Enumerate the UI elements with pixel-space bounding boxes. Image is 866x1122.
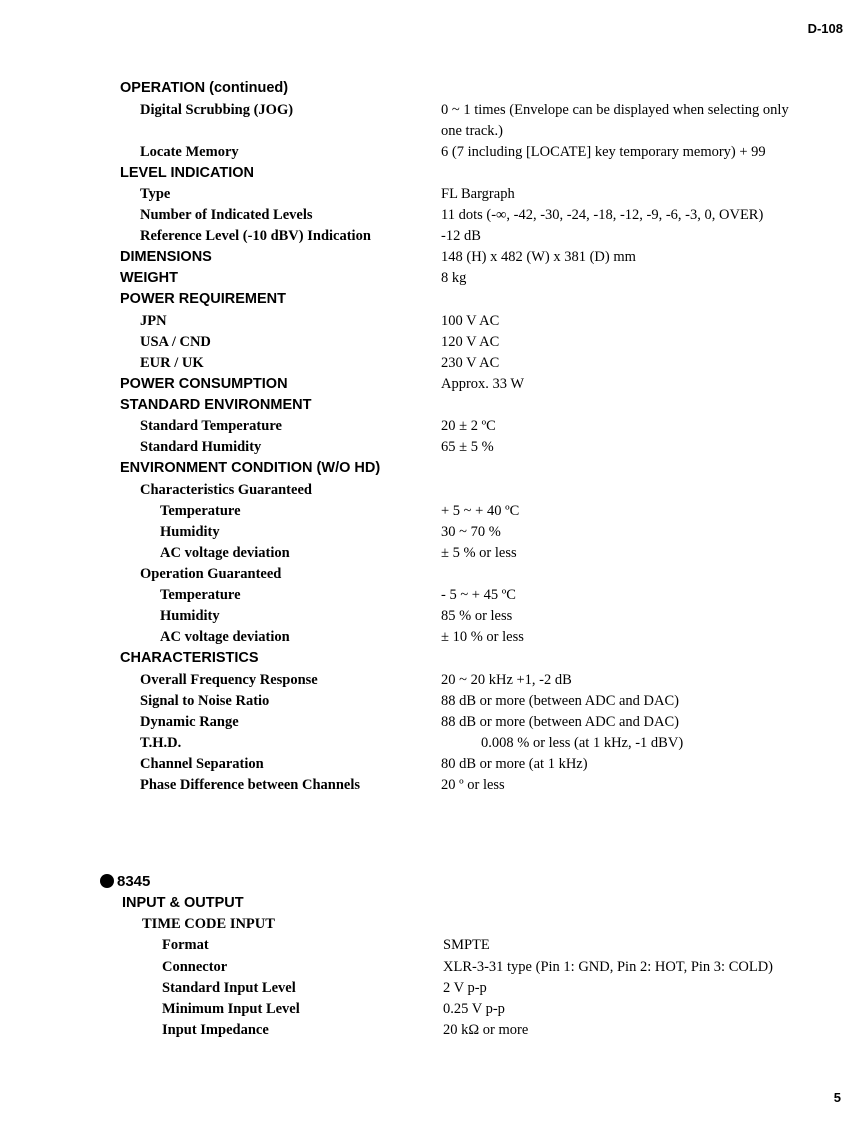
spec-row-usa-cnd xyxy=(0,332,866,353)
spec-row-og-humidity xyxy=(0,606,866,627)
spec-value: 88 dB or more (between ADC and DAC) xyxy=(441,693,679,709)
section-8345 xyxy=(0,871,866,892)
document-id: D-108 xyxy=(807,21,843,36)
spec-row-freq-response xyxy=(0,670,866,691)
spec-value: 230 V AC xyxy=(441,355,500,371)
spec-value: ± 10 % or less xyxy=(441,629,524,645)
spec-value: 65 ± 5 % xyxy=(441,439,494,455)
spec-value-continued: one track.) xyxy=(441,123,503,139)
spec-value: -12 dB xyxy=(441,228,481,244)
spec-label: Signal to Noise Ratio xyxy=(140,693,270,709)
spec-value: 100 V AC xyxy=(441,313,500,329)
spec-row-connector xyxy=(0,957,866,978)
spec-value: 8 kg xyxy=(441,270,467,286)
spec-value: ± 5 % or less xyxy=(441,545,517,561)
section-environment-condition xyxy=(0,458,866,479)
subsection-title: TIME CODE INPUT xyxy=(142,916,275,932)
subsection-operation-guaranteed xyxy=(0,564,866,585)
section-characteristics xyxy=(0,648,866,669)
spec-value: XLR-3-31 type (Pin 1: GND, Pin 2: HOT, Pin 3: COLD) xyxy=(443,959,774,975)
spec-value: 30 ~ 70 % xyxy=(441,524,501,540)
spec-label: Input Impedance xyxy=(162,1022,269,1038)
spec-row-power-consumption xyxy=(0,374,866,395)
spec-row-dynamic-range xyxy=(0,712,866,733)
spec-value: 20 ~ 20 kHz +1, -2 dB xyxy=(441,672,572,688)
spec-label: DIMENSIONS xyxy=(120,249,212,265)
spec-value: + 5 ~ + 40 ºC xyxy=(441,503,520,519)
spec-row-og-ac xyxy=(0,627,866,648)
spec-value: 11 dots (-∞, -42, -30, -24, -18, -12, -9, -6, -3, 0, OVER) xyxy=(441,207,764,223)
spec-value: Approx. 33 W xyxy=(441,376,525,392)
spec-label: Temperature xyxy=(160,587,241,603)
spec-row-digital-scrubbing xyxy=(0,100,866,121)
spec-label: T.H.D. xyxy=(140,735,182,751)
spec-label: Temperature xyxy=(160,503,241,519)
section-title: OPERATION (continued) xyxy=(120,80,289,96)
spec-label: Humidity xyxy=(160,608,220,624)
subsection-time-code-input xyxy=(0,914,866,935)
spec-row-type xyxy=(0,184,866,205)
section-input-output xyxy=(0,893,866,914)
spec-value: 20 kΩ or more xyxy=(443,1022,529,1038)
spec-row-std-input-level xyxy=(0,978,866,999)
spec-label: Locate Memory xyxy=(140,144,239,160)
spec-value: - 5 ~ + 45 ºC xyxy=(441,587,516,603)
spec-value: 0.25 V p-p xyxy=(443,1001,505,1017)
spec-label: Channel Separation xyxy=(140,756,264,772)
section-title: ENVIRONMENT CONDITION (W/O HD) xyxy=(120,460,381,476)
spec-value: 148 (H) x 482 (W) x 381 (D) mm xyxy=(441,249,636,265)
section-level-indication xyxy=(0,163,866,184)
page-number: 5 xyxy=(833,1090,841,1105)
spec-row-cg-temperature xyxy=(0,501,866,522)
spec-row-cg-ac xyxy=(0,543,866,564)
spec-value: 85 % or less xyxy=(441,608,513,624)
section-title: CHARACTERISTICS xyxy=(120,650,259,666)
spec-row-input-impedance xyxy=(0,1020,866,1041)
spec-label: POWER CONSUMPTION xyxy=(120,376,288,392)
spec-label: AC voltage deviation xyxy=(160,629,290,645)
subsection-title: Characteristics Guaranteed xyxy=(140,482,312,498)
spec-row-og-temperature xyxy=(0,585,866,606)
spec-label: EUR / UK xyxy=(140,355,204,371)
spec-value: 6 (7 including [LOCATE] key temporary memory) + 99 xyxy=(441,144,766,160)
spec-label: Number of Indicated Levels xyxy=(140,207,313,223)
spec-row-std-humidity xyxy=(0,437,866,458)
section-title: LEVEL INDICATION xyxy=(120,165,254,181)
spec-row-channel-separation xyxy=(0,754,866,775)
spec-label: AC voltage deviation xyxy=(160,545,290,561)
spec-value: 80 dB or more (at 1 kHz) xyxy=(441,756,588,772)
spec-row-weight xyxy=(0,268,866,289)
spec-row-digital-scrubbing-cont xyxy=(0,121,866,142)
spec-label: Standard Temperature xyxy=(140,418,282,434)
spec-row-reference-level xyxy=(0,226,866,247)
spec-label: JPN xyxy=(140,313,167,329)
spec-row-min-input-level xyxy=(0,999,866,1020)
spec-label: Standard Humidity xyxy=(140,439,262,455)
section-title: 8345 xyxy=(117,873,151,890)
spec-value: 20 ± 2 ºC xyxy=(441,418,496,434)
section-title: INPUT & OUTPUT xyxy=(122,895,244,911)
subsection-characteristics-guaranteed xyxy=(0,480,866,501)
spec-label: Digital Scrubbing (JOG) xyxy=(140,102,294,118)
spec-value: SMPTE xyxy=(443,937,490,953)
spec-label: Connector xyxy=(162,959,228,975)
section-title: POWER REQUIREMENT xyxy=(120,291,286,307)
spec-label: Minimum Input Level xyxy=(162,1001,300,1017)
spec-value: 2 V p-p xyxy=(443,980,487,996)
spec-label: WEIGHT xyxy=(120,270,178,286)
spec-value: FL Bargraph xyxy=(441,186,515,202)
section-operation xyxy=(0,78,866,99)
section-standard-environment xyxy=(0,395,866,416)
spec-row-phase-difference xyxy=(0,775,866,796)
spec-row-locate-memory xyxy=(0,142,866,163)
spec-label: USA / CND xyxy=(140,334,211,350)
subsection-title: Operation Guaranteed xyxy=(140,566,282,582)
section-title: STANDARD ENVIRONMENT xyxy=(120,397,312,413)
spec-row-jpn xyxy=(0,311,866,332)
spec-row-snr xyxy=(0,691,866,712)
spec-label: Overall Frequency Response xyxy=(140,672,318,688)
spec-label: Humidity xyxy=(160,524,220,540)
spec-label: Format xyxy=(162,937,209,953)
spec-label: Phase Difference between Channels xyxy=(140,777,361,793)
spec-value: 120 V AC xyxy=(441,334,500,350)
spec-row-thd xyxy=(0,733,866,754)
spec-row-std-temperature xyxy=(0,416,866,437)
spec-row-dimensions xyxy=(0,247,866,268)
spec-label: Standard Input Level xyxy=(162,980,296,996)
spec-label: Reference Level (-10 dBV) Indication xyxy=(140,228,371,244)
section-power-requirement xyxy=(0,289,866,310)
spec-label: Dynamic Range xyxy=(140,714,239,730)
spec-row-eur-uk xyxy=(0,353,866,374)
spec-value: 20 º or less xyxy=(441,777,505,793)
spec-row-indicated-levels xyxy=(0,205,866,226)
spec-value: 0 ~ 1 times (Envelope can be displayed when selecting only xyxy=(441,102,789,118)
spec-value: 0.008 % or less (at 1 kHz, -1 dBV) xyxy=(481,735,684,751)
spec-label: Type xyxy=(140,186,171,202)
spec-row-cg-humidity xyxy=(0,522,866,543)
spec-value: 88 dB or more (between ADC and DAC) xyxy=(441,714,679,730)
spec-row-format xyxy=(0,935,866,956)
